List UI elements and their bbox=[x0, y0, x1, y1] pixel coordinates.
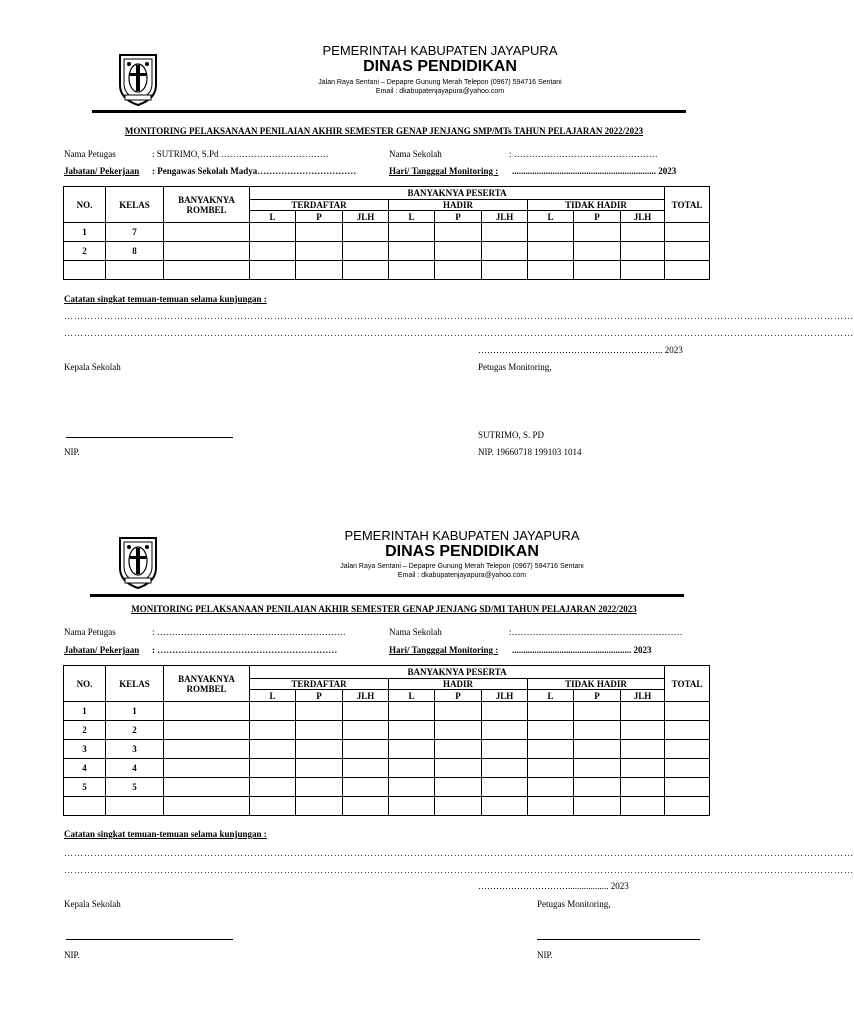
table-cell[interactable] bbox=[482, 759, 528, 778]
row-kelas: 4 bbox=[106, 759, 164, 778]
row-no bbox=[64, 261, 106, 280]
nama-sekolah-value[interactable]: :………………………………………………… bbox=[509, 627, 683, 637]
table-cell[interactable] bbox=[482, 242, 528, 261]
hari-tanggal-label: Hari/ Tangggal Monitoring : bbox=[389, 645, 499, 655]
nama-petugas-label: Nama Petugas bbox=[64, 627, 116, 637]
col-hadir: HADIR bbox=[389, 679, 528, 690]
table-cell[interactable] bbox=[528, 261, 574, 280]
table-cell[interactable] bbox=[343, 702, 389, 721]
col-terdaftar: TERDAFTAR bbox=[250, 679, 389, 690]
table-cell[interactable] bbox=[574, 261, 621, 280]
table-cell[interactable] bbox=[343, 721, 389, 740]
table-cell[interactable] bbox=[574, 223, 621, 242]
notes-label: Catatan singkat temuan-temuan selama kunjungan : bbox=[64, 829, 267, 839]
table-row bbox=[64, 242, 710, 261]
col-peserta: BANYAKNYA PESERTA bbox=[250, 187, 665, 200]
table-cell[interactable] bbox=[574, 721, 621, 740]
signature-line bbox=[66, 939, 233, 940]
jabatan-value[interactable]: : Pengawas Sekolah Madya…………………………… bbox=[152, 166, 357, 176]
table-cell[interactable] bbox=[435, 261, 482, 280]
table-cell[interactable] bbox=[343, 223, 389, 242]
sub-jlh: JLH bbox=[482, 211, 528, 223]
table-cell[interactable] bbox=[528, 242, 574, 261]
table-cell[interactable] bbox=[621, 797, 665, 816]
table-cell[interactable] bbox=[389, 702, 435, 721]
table-cell[interactable] bbox=[250, 797, 296, 816]
table-cell[interactable] bbox=[574, 759, 621, 778]
col-tidak-hadir: TIDAK HADIR bbox=[528, 200, 665, 211]
table-row bbox=[64, 759, 710, 778]
table-cell[interactable] bbox=[482, 702, 528, 721]
table-cell[interactable] bbox=[621, 721, 665, 740]
table-cell[interactable] bbox=[621, 702, 665, 721]
sub-l: L bbox=[389, 211, 435, 223]
nama-sekolah-label: Nama Sekolah bbox=[389, 149, 442, 159]
col-terdaftar: TERDAFTAR bbox=[250, 200, 389, 211]
petugas-name: SUTRIMO, S. PD bbox=[478, 430, 545, 440]
table-cell[interactable] bbox=[296, 261, 343, 280]
header-email: Email : dkabupatenjayapura@yahoo.com bbox=[397, 572, 527, 579]
table-cell[interactable] bbox=[435, 797, 482, 816]
petugas-label: Petugas Monitoring, bbox=[537, 899, 611, 909]
sub-p: P bbox=[296, 690, 343, 702]
col-tidak-hadir: TIDAK HADIR bbox=[528, 679, 665, 690]
sub-l: L bbox=[250, 211, 296, 223]
sub-l: L bbox=[250, 690, 296, 702]
nip-left: NIP. bbox=[64, 447, 80, 457]
jabatan-value[interactable]: : …………………………………………………… bbox=[152, 645, 338, 655]
jabatan-label: Jabatan/ Pekerjaan bbox=[64, 166, 140, 176]
table-cell[interactable] bbox=[250, 759, 296, 778]
table-cell[interactable] bbox=[250, 702, 296, 721]
col-kelas: KELAS bbox=[106, 187, 164, 223]
notes-label: Catatan singkat temuan-temuan selama kunjungan : bbox=[64, 294, 267, 304]
table-cell[interactable] bbox=[621, 242, 665, 261]
table-cell[interactable] bbox=[296, 740, 343, 759]
notes-line[interactable]: ………………………………………………………………………………………………………………………………………………………………………………………………………………… bbox=[64, 848, 854, 858]
table-body bbox=[64, 702, 710, 816]
table-cell[interactable] bbox=[665, 797, 710, 816]
table-cell[interactable] bbox=[250, 261, 296, 280]
table-cell[interactable] bbox=[164, 759, 250, 778]
nama-sekolah-label: Nama Sekolah bbox=[389, 627, 442, 637]
nama-petugas-value[interactable]: : SUTRIMO, S.Pd ……………………………… bbox=[152, 149, 329, 159]
sub-jlh: JLH bbox=[621, 211, 665, 223]
table-cell[interactable] bbox=[296, 223, 343, 242]
table-cell[interactable] bbox=[389, 778, 435, 797]
table-cell[interactable] bbox=[164, 702, 250, 721]
table-cell[interactable] bbox=[435, 242, 482, 261]
table-cell[interactable] bbox=[164, 261, 250, 280]
sub-l: L bbox=[528, 690, 574, 702]
sub-jlh: JLH bbox=[343, 690, 389, 702]
sub-jlh: JLH bbox=[343, 211, 389, 223]
table-cell[interactable] bbox=[164, 242, 250, 261]
table-cell[interactable] bbox=[296, 242, 343, 261]
table-row bbox=[64, 778, 710, 797]
sub-p: P bbox=[435, 690, 482, 702]
sub-jlh: JLH bbox=[621, 690, 665, 702]
header-email: Email : dkabupatenjayapura@yahoo.com bbox=[375, 88, 505, 95]
signature-line bbox=[537, 939, 700, 940]
col-rombel: BANYAKNYA ROMBEL bbox=[164, 187, 250, 223]
row-kelas bbox=[106, 261, 164, 280]
row-no: 1 bbox=[64, 702, 106, 721]
header-rule bbox=[90, 594, 684, 597]
table-cell[interactable] bbox=[389, 242, 435, 261]
table-cell[interactable] bbox=[164, 778, 250, 797]
nip-right: NIP. 19660718 199103 1014 bbox=[478, 447, 582, 457]
table-cell[interactable] bbox=[621, 261, 665, 280]
sub-p: P bbox=[574, 211, 621, 223]
table-cell[interactable] bbox=[250, 242, 296, 261]
header-address: Jalan Raya Sentani – Depapre Gunung Merah Telepon (0967) 594716 Sentani bbox=[318, 79, 562, 86]
table-cell[interactable] bbox=[250, 740, 296, 759]
petugas-label: Petugas Monitoring, bbox=[478, 362, 552, 372]
table-row bbox=[64, 740, 710, 759]
table-cell[interactable] bbox=[621, 778, 665, 797]
table-cell[interactable] bbox=[250, 721, 296, 740]
row-kelas: 5 bbox=[106, 778, 164, 797]
table-cell[interactable] bbox=[343, 261, 389, 280]
table-cell[interactable] bbox=[389, 797, 435, 816]
sub-l: L bbox=[528, 211, 574, 223]
kepala-sekolah-label: Kepala Sekolah bbox=[64, 899, 121, 909]
notes-line[interactable]: ………………………………………………………………………………………………………………………………………………………………………………………………………………… bbox=[64, 311, 854, 321]
row-kelas: 7 bbox=[106, 223, 164, 242]
header-address: Jalan Raya Sentani – Depapre Gunung Merah Telepon (0967) 594716 Sentani bbox=[340, 563, 584, 570]
table-cell[interactable] bbox=[343, 778, 389, 797]
table-cell[interactable] bbox=[528, 797, 574, 816]
table-cell[interactable] bbox=[435, 759, 482, 778]
table-cell[interactable] bbox=[435, 702, 482, 721]
sub-jlh: JLH bbox=[482, 690, 528, 702]
table-cell[interactable] bbox=[343, 740, 389, 759]
nama-sekolah-value[interactable]: : ………………………………………… bbox=[509, 149, 658, 159]
table-cell[interactable] bbox=[621, 740, 665, 759]
date-line[interactable]: ………………………….................. 2023 bbox=[478, 881, 629, 891]
table-cell[interactable] bbox=[621, 759, 665, 778]
row-no: 3 bbox=[64, 740, 106, 759]
monitoring-table bbox=[63, 665, 710, 816]
table-cell[interactable] bbox=[435, 223, 482, 242]
table-cell[interactable] bbox=[528, 702, 574, 721]
table-cell[interactable] bbox=[665, 242, 710, 261]
table-cell[interactable] bbox=[250, 223, 296, 242]
table-cell[interactable] bbox=[574, 797, 621, 816]
table-cell[interactable] bbox=[482, 223, 528, 242]
header-agency: DINAS PENDIDIKAN bbox=[385, 543, 539, 560]
row-kelas: 8 bbox=[106, 242, 164, 261]
row-no: 5 bbox=[64, 778, 106, 797]
table-cell[interactable] bbox=[296, 797, 343, 816]
row-kelas: 3 bbox=[106, 740, 164, 759]
col-no: NO. bbox=[64, 666, 106, 702]
table-row bbox=[64, 223, 710, 242]
header-government: PEMERINTAH KABUPATEN JAYAPURA bbox=[344, 528, 580, 543]
table-cell[interactable] bbox=[665, 223, 710, 242]
header-agency: DINAS PENDIDIKAN bbox=[363, 58, 517, 75]
table-cell[interactable] bbox=[482, 261, 528, 280]
table-cell[interactable] bbox=[665, 261, 710, 280]
col-peserta: BANYAKNYA PESERTA bbox=[250, 666, 665, 679]
monitoring-table bbox=[63, 186, 710, 280]
table-cell[interactable] bbox=[389, 721, 435, 740]
sub-p: P bbox=[296, 211, 343, 223]
table-cell[interactable] bbox=[296, 778, 343, 797]
table-cell[interactable] bbox=[164, 740, 250, 759]
table-cell[interactable] bbox=[389, 223, 435, 242]
table-cell[interactable] bbox=[296, 702, 343, 721]
table-cell[interactable] bbox=[528, 223, 574, 242]
hari-tanggal-value[interactable]: ................................................................ 2023 bbox=[512, 166, 677, 176]
table-row bbox=[64, 261, 710, 280]
col-hadir: HADIR bbox=[389, 200, 528, 211]
table-cell[interactable] bbox=[435, 740, 482, 759]
row-kelas bbox=[106, 797, 164, 816]
sub-l: L bbox=[389, 690, 435, 702]
table-cell[interactable] bbox=[343, 759, 389, 778]
table-cell[interactable] bbox=[343, 797, 389, 816]
col-no: NO. bbox=[64, 187, 106, 223]
table-cell[interactable] bbox=[665, 740, 710, 759]
notes-line[interactable]: ………………………………………………………………………………………………………………………………………………………………………………………………………………… bbox=[64, 865, 854, 875]
date-line[interactable]: …………………………………………………….. 2023 bbox=[478, 345, 683, 355]
row-no: 2 bbox=[64, 721, 106, 740]
table-cell[interactable] bbox=[482, 778, 528, 797]
table-cell[interactable] bbox=[528, 778, 574, 797]
sub-p: P bbox=[574, 690, 621, 702]
signature-line bbox=[66, 437, 233, 438]
col-total: TOTAL bbox=[665, 666, 710, 702]
table-cell[interactable] bbox=[528, 759, 574, 778]
nama-petugas-label: Nama Petugas bbox=[64, 149, 116, 159]
table-cell[interactable] bbox=[665, 778, 710, 797]
table-cell[interactable] bbox=[250, 778, 296, 797]
table-cell[interactable] bbox=[164, 797, 250, 816]
table-cell[interactable] bbox=[389, 759, 435, 778]
table-cell[interactable] bbox=[574, 740, 621, 759]
table-cell[interactable] bbox=[482, 740, 528, 759]
row-no: 2 bbox=[64, 242, 106, 261]
table-cell[interactable] bbox=[528, 721, 574, 740]
row-no: 4 bbox=[64, 759, 106, 778]
row-kelas: 2 bbox=[106, 721, 164, 740]
kepala-sekolah-label: Kepala Sekolah bbox=[64, 362, 121, 372]
table-row bbox=[64, 721, 710, 740]
form-title: MONITORING PELAKSANAAN PENILAIAN AKHIR SEMESTER GENAP JENJANG SMP/MTs TAHUN PELAJARAN 2022/2023 bbox=[124, 126, 644, 136]
table-cell[interactable] bbox=[665, 721, 710, 740]
table-cell[interactable] bbox=[482, 721, 528, 740]
header-rule bbox=[92, 110, 686, 113]
hari-tanggal-label: Hari/ Tangggal Monitoring : bbox=[389, 166, 499, 176]
table-cell[interactable] bbox=[296, 759, 343, 778]
table-cell[interactable] bbox=[435, 721, 482, 740]
table-cell[interactable] bbox=[574, 702, 621, 721]
table-cell[interactable] bbox=[665, 759, 710, 778]
form-title: MONITORING PELAKSANAAN PENILAIAN AKHIR SEMESTER GENAP JENJANG SD/MI TAHUN PELAJARAN 2022/2023 bbox=[131, 604, 637, 614]
header-government: PEMERINTAH KABUPATEN JAYAPURA bbox=[322, 43, 558, 58]
row-no bbox=[64, 797, 106, 816]
notes-line[interactable]: ………………………………………………………………………………………………………………………………………………………………………………………………………………… bbox=[64, 328, 854, 338]
row-no: 1 bbox=[64, 223, 106, 242]
nip-right: NIP. bbox=[537, 950, 553, 960]
table-cell[interactable] bbox=[621, 223, 665, 242]
table-body bbox=[64, 223, 710, 280]
col-kelas: KELAS bbox=[106, 666, 164, 702]
jayapura-emblem-icon bbox=[117, 532, 159, 590]
nip-left: NIP. bbox=[64, 950, 80, 960]
sub-p: P bbox=[435, 211, 482, 223]
nama-petugas-value[interactable]: : ……………………………………………………… bbox=[152, 627, 346, 637]
table-cell[interactable] bbox=[389, 261, 435, 280]
table-row bbox=[64, 702, 710, 721]
jabatan-label: Jabatan/ Pekerjaan bbox=[64, 645, 140, 655]
col-total: TOTAL bbox=[665, 187, 710, 223]
table-cell[interactable] bbox=[435, 778, 482, 797]
table-row bbox=[64, 797, 710, 816]
table-cell[interactable] bbox=[528, 740, 574, 759]
jayapura-emblem-icon bbox=[117, 49, 159, 107]
table-cell[interactable] bbox=[574, 778, 621, 797]
col-rombel: BANYAKNYA ROMBEL bbox=[164, 666, 250, 702]
table-cell[interactable] bbox=[389, 740, 435, 759]
hari-tanggal-value[interactable]: ..................................................... 2023 bbox=[512, 645, 652, 655]
table-cell[interactable] bbox=[665, 702, 710, 721]
table-cell[interactable] bbox=[296, 721, 343, 740]
table-cell[interactable] bbox=[164, 223, 250, 242]
row-kelas: 1 bbox=[106, 702, 164, 721]
table-cell[interactable] bbox=[164, 721, 250, 740]
table-cell[interactable] bbox=[343, 242, 389, 261]
table-cell[interactable] bbox=[574, 242, 621, 261]
table-cell[interactable] bbox=[482, 797, 528, 816]
